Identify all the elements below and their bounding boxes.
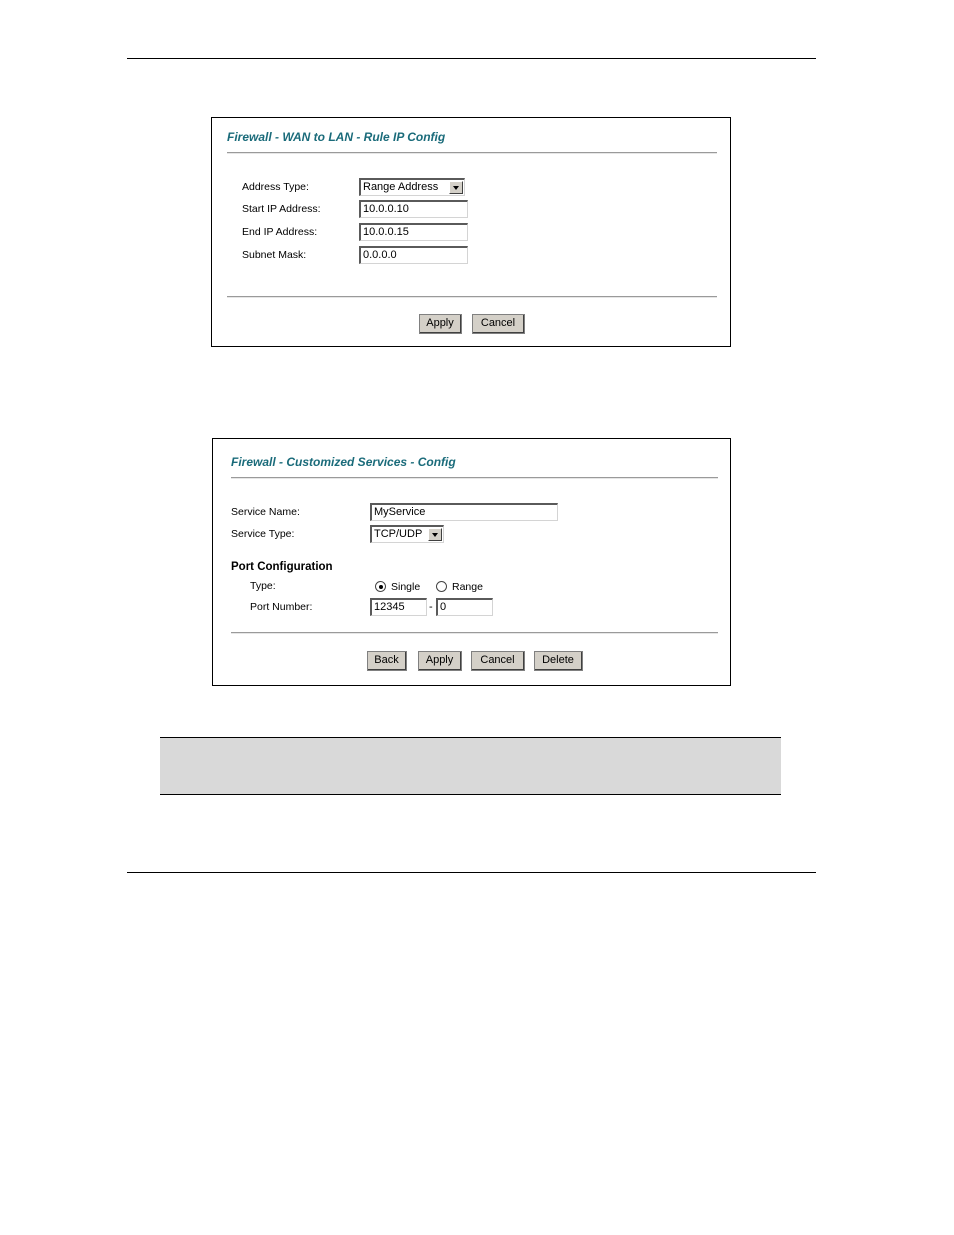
service-name-label: Service Name: — [231, 506, 300, 518]
end-ip-label: End IP Address: — [242, 226, 318, 238]
title-divider — [231, 477, 718, 479]
address-type-value: Range Address — [363, 181, 439, 193]
port-number-label: Port Number: — [250, 601, 313, 613]
page-footer-rule — [127, 872, 816, 873]
delete-button[interactable]: Delete — [534, 651, 583, 671]
bottom-divider — [227, 296, 717, 298]
customized-services-panel — [212, 438, 731, 686]
type-label: Type: — [250, 580, 276, 592]
service-name-field[interactable]: MyService — [370, 503, 558, 521]
radio-unchecked-icon[interactable] — [436, 581, 447, 592]
cancel-button[interactable]: Cancel — [471, 651, 525, 671]
port-start-field[interactable]: 12345 — [370, 598, 427, 616]
chevron-down-icon[interactable] — [449, 181, 463, 194]
service-type-label: Service Type: — [231, 528, 295, 540]
apply-button[interactable]: Apply — [418, 651, 462, 671]
start-ip-field[interactable]: 10.0.0.10 — [359, 200, 468, 218]
port-configuration-heading: Port Configuration — [231, 561, 333, 573]
page-header-rule — [127, 58, 816, 59]
address-type-select[interactable] — [359, 178, 465, 196]
back-button[interactable]: Back — [367, 651, 407, 671]
service-type-value: TCP/UDP — [374, 528, 423, 540]
subnet-mask-label: Subnet Mask: — [242, 249, 307, 261]
panel-title: Firewall - Customized Services - Config — [231, 455, 456, 469]
chevron-down-icon[interactable] — [428, 528, 442, 541]
note-box — [160, 737, 781, 795]
apply-button[interactable]: Apply — [419, 314, 462, 334]
subnet-mask-field[interactable]: 0.0.0.0 — [359, 246, 468, 264]
title-divider — [227, 152, 717, 154]
radio-checked-icon[interactable] — [375, 581, 386, 592]
bottom-divider — [231, 632, 718, 634]
address-type-label: Address Type: — [242, 181, 309, 193]
radio-single-label[interactable]: Single — [391, 581, 421, 593]
port-end-field[interactable]: 0 — [436, 598, 493, 616]
service-type-select[interactable] — [370, 525, 444, 543]
start-ip-label: Start IP Address: — [242, 203, 321, 215]
radio-range-label[interactable]: Range — [452, 581, 483, 593]
port-separator: - — [429, 601, 433, 613]
panel-title: Firewall - WAN to LAN - Rule IP Config — [227, 130, 446, 144]
end-ip-field[interactable]: 10.0.0.15 — [359, 223, 468, 241]
rule-ip-config-panel — [211, 117, 731, 347]
cancel-button[interactable]: Cancel — [472, 314, 525, 334]
